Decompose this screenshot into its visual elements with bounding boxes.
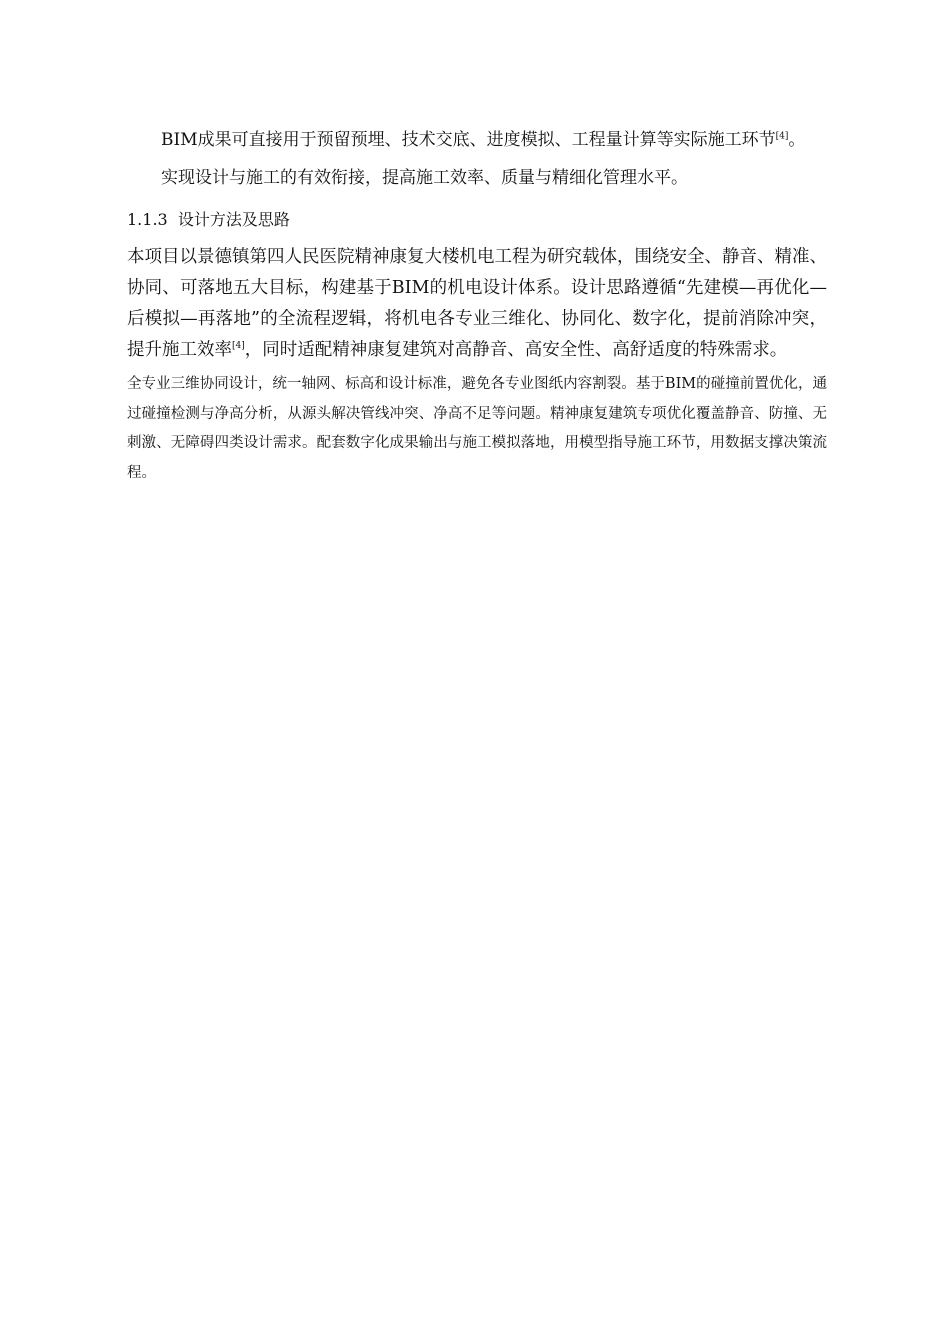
section-heading <box>127 208 827 232</box>
section-number: 1.1.3 <box>127 210 168 229</box>
paragraph-design-measures <box>127 370 827 488</box>
paragraph-text: 全专业三维协同设计，统一轴网、标高和设计标准，避免各专业图纸内容割裂。基于BIM的碰撞前置优化，通过碰撞检测与净高分析，从源头解决管线冲突、净高不足等问题。精神康复建筑专项优化覆盖静音、防撞、无刺激、无障碍四类设计需求。配套数字化成果输出与施工模拟落地，用模型指导施工环节，用数据支撑决策流程。 <box>127 376 827 481</box>
citation-ref: [4] <box>775 131 789 142</box>
paragraph-text: BIM成果可直接用于预留预埋、技术交底、进度模拟、工程量计算等实际施工环节 <box>161 130 776 150</box>
paragraph-text: 实现设计与施工的有效衔接，提高施工效率、质量与精细化管理水平。 <box>161 168 688 188</box>
paragraph-design-construction <box>127 164 827 192</box>
citation-ref: [4] <box>232 341 245 352</box>
section-title: 设计方法及思路 <box>177 210 290 229</box>
document-body <box>127 126 827 488</box>
paragraph-text: 本项目以景德镇第四人民医院精神康复大楼机电工程为研究载体，围绕安全、静音、精准、协同、可落地五大目标，构建基于BIM的机电设计体系。设计思路遵循“先建模—再优化—后模拟—再落地”的全流程逻辑，将机电各专业三维化、协同化、数字化，提前消除冲突，提升施工效率 <box>127 247 827 360</box>
paragraph-bim-outcomes <box>127 126 827 154</box>
paragraph-tail: 。 <box>788 130 806 150</box>
paragraph-project-approach <box>127 242 827 366</box>
paragraph-text-continued: ，同时适配精神康复建筑对高静音、高安全性、高舒适度的特殊需求。 <box>244 340 788 360</box>
